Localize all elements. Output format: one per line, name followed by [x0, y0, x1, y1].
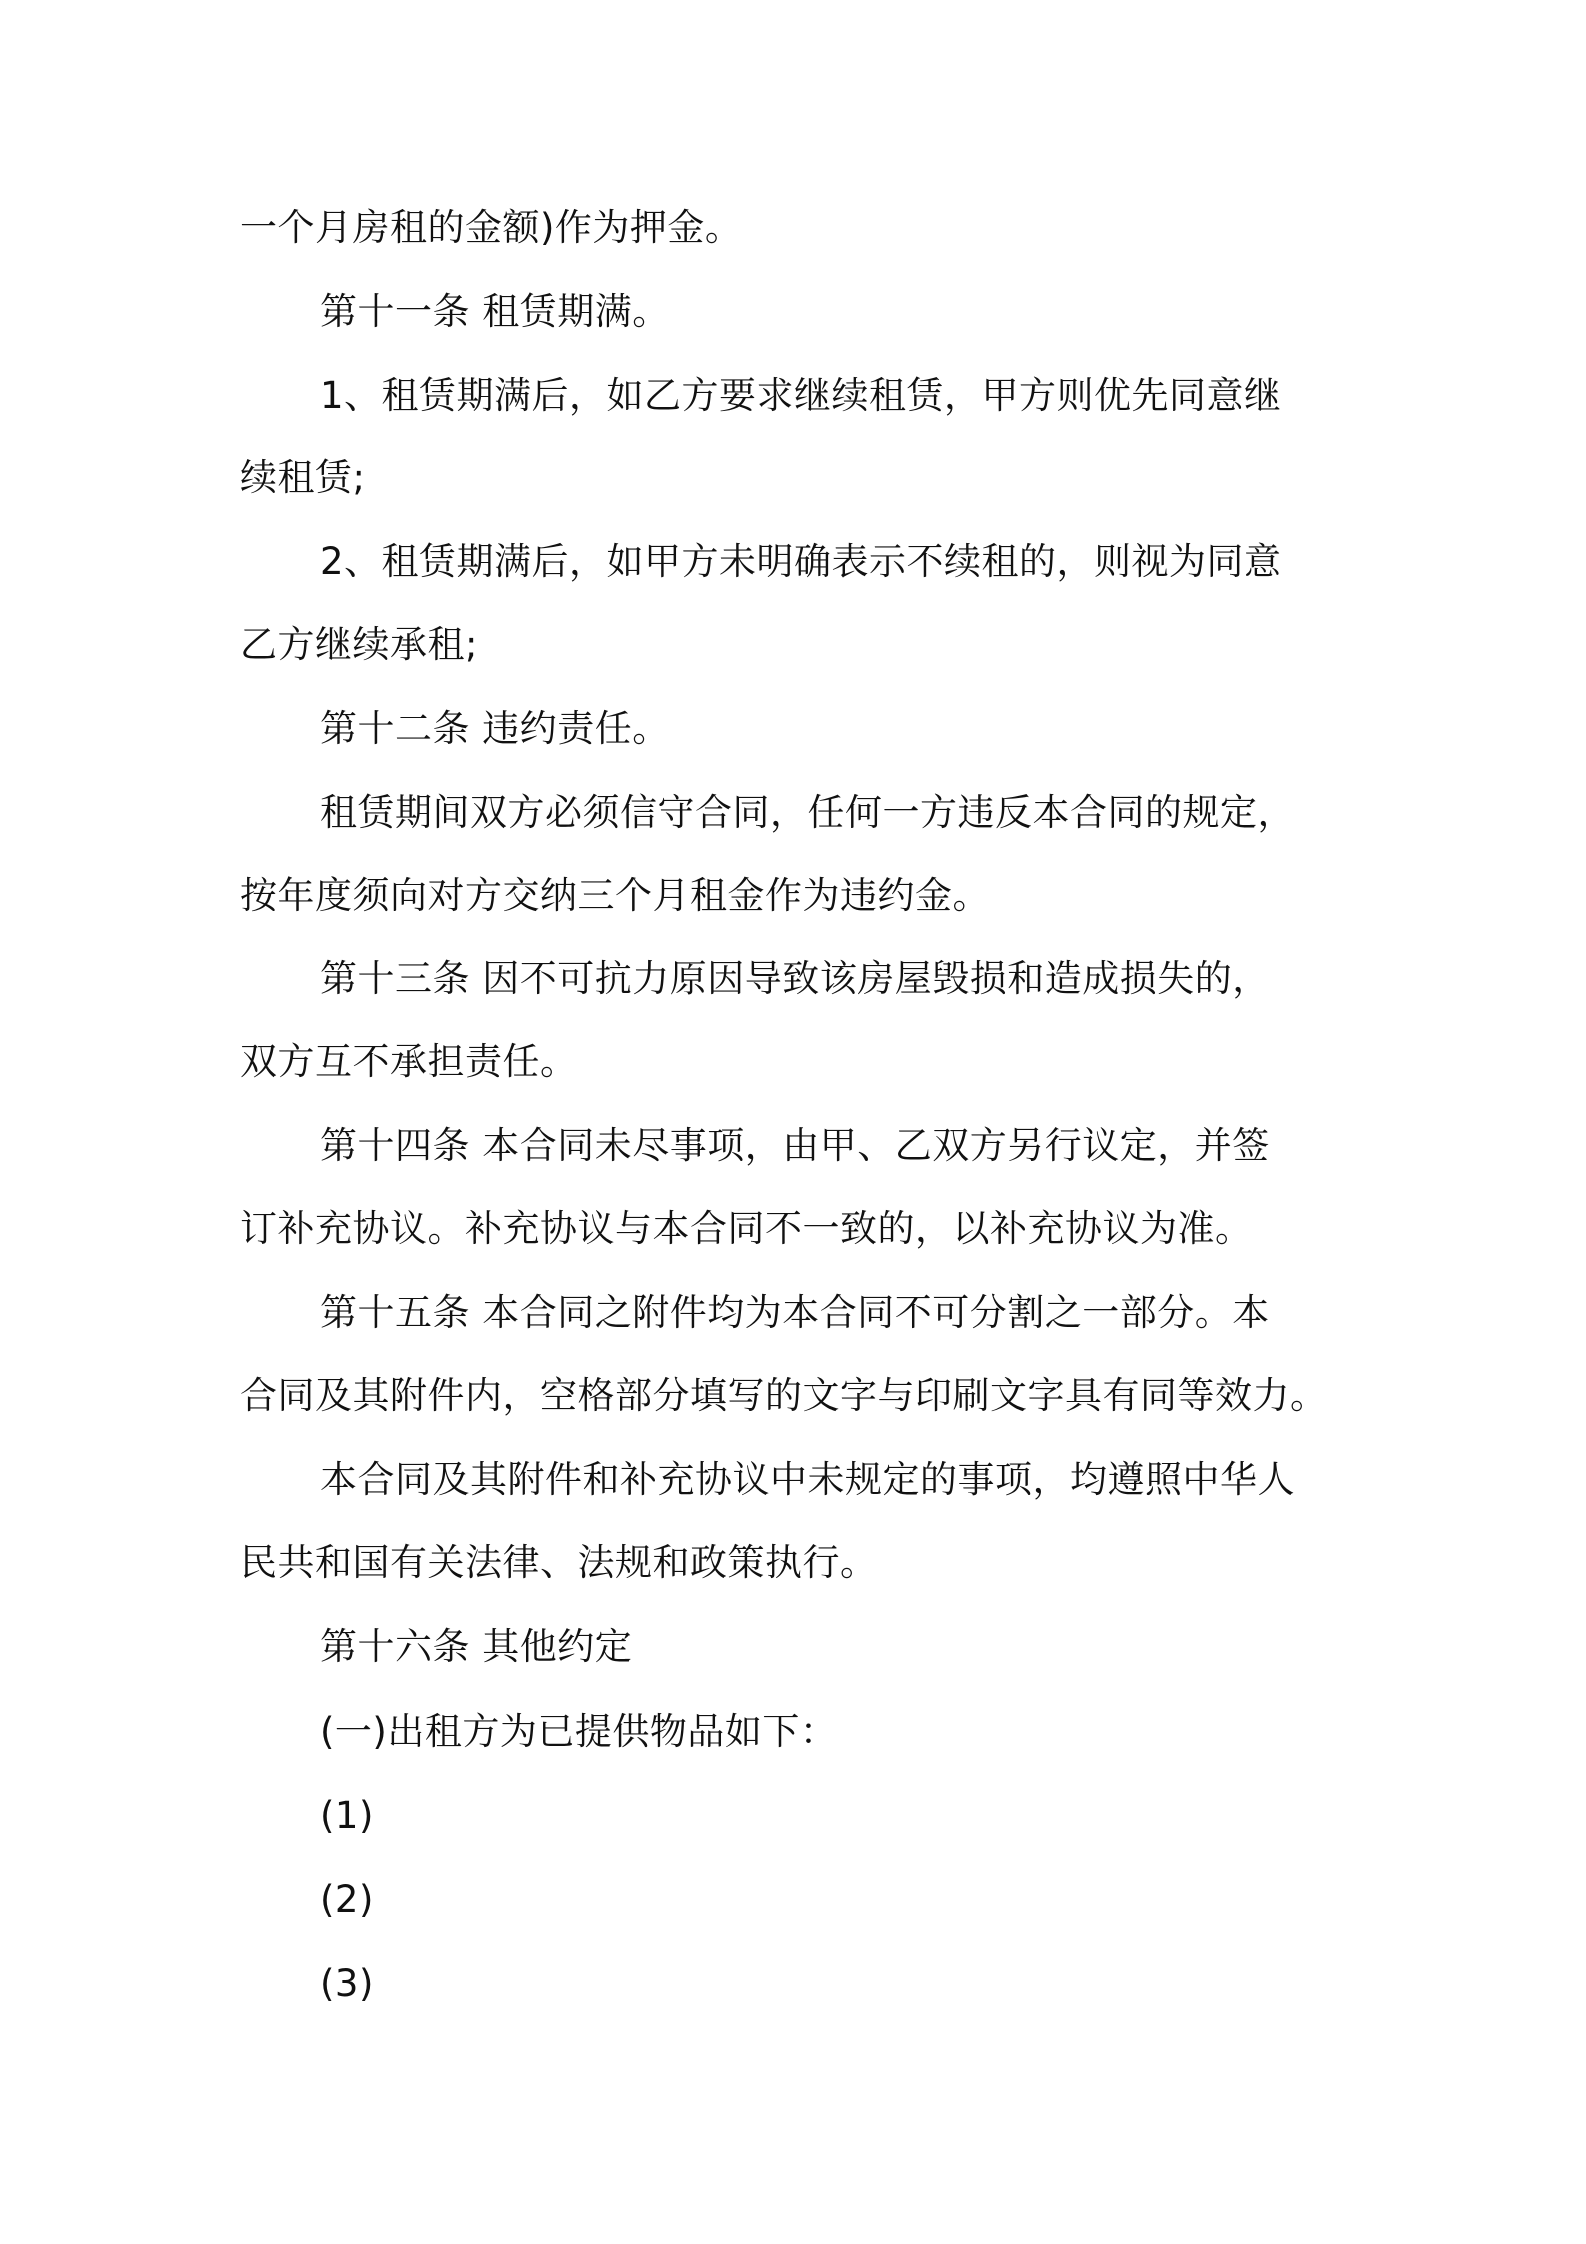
text-line: 1、租赁期满后，如乙方要求继续租赁，甲方则优先同意继 [320, 374, 1282, 417]
article-14-text: 第十四条 本合同未尽事项，由甲、乙双方另行议定，并签 [320, 1124, 1270, 1167]
text-line: 民共和国有关法律、法规和政策执行。 [240, 1541, 878, 1584]
text-line: 合同及其附件内，空格部分填写的文字与印刷文字具有同等效力。 [240, 1374, 1328, 1417]
article-15-text: 第十五条 本合同之附件均为本合同不可分割之一部分。本 [320, 1291, 1270, 1334]
article-11-heading: 第十一条 租赁期满。 [320, 290, 670, 333]
text-line: 双方互不承担责任。 [240, 1040, 578, 1083]
text-line: 本合同及其附件和补充协议中未规定的事项，均遵照中华人 [320, 1458, 1295, 1501]
article-12-heading: 第十二条 违约责任。 [320, 707, 670, 750]
list-item: (1) [320, 1794, 374, 1837]
text-line: 续租赁; [240, 456, 366, 499]
text-line: 租赁期间双方必须信守合同，任何一方违反本合同的规定， [320, 791, 1295, 834]
text-line: 2、租赁期满后，如甲方未明确表示不续租的，则视为同意 [320, 540, 1282, 583]
text-line: 订补充协议。补充协议与本合同不一致的，以补充协议为准。 [240, 1207, 1253, 1250]
text-line: 一个月房租的金额)作为押金。 [240, 206, 743, 249]
article-16-heading: 第十六条 其他约定 [320, 1625, 633, 1668]
text-line: (一)出租方为已提供物品如下： [320, 1710, 838, 1753]
list-item: (3) [320, 1962, 374, 2005]
article-13-text: 第十三条 因不可抗力原因导致该房屋毁损和造成损失的， [320, 957, 1270, 1000]
text-line: 乙方继续承租; [240, 623, 478, 666]
text-line: 按年度须向对方交纳三个月租金作为违约金。 [240, 874, 990, 917]
list-item: (2) [320, 1878, 374, 1921]
